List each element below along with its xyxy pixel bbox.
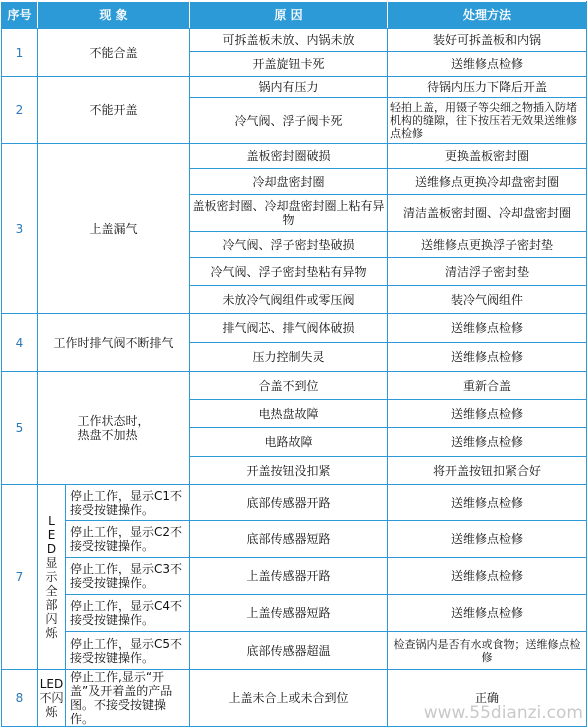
- solution-cell: 轻拍上盖，用镊子等尖细之物插入防堵机构的缝隙，往下按压若无效果送维修点检修: [388, 98, 587, 144]
- solution-cell: 送维修点检修: [388, 428, 587, 457]
- watermark: www.55dianzi.com: [423, 703, 583, 723]
- cause-cell: 上盖传感器短路: [190, 595, 388, 632]
- header-seq: 序号: [2, 2, 38, 29]
- symptom-cell: 上盖漏气: [38, 144, 190, 314]
- solution-cell: 送维修点检修: [388, 595, 587, 632]
- cause-cell: 盖板密封圈、冷却盘密封圈上粘有异物: [190, 195, 388, 232]
- table-row: [2, 372, 587, 400]
- solution-cell: 更换盖板密封圈: [388, 144, 587, 169]
- cause-cell: 盖板密封圈破损: [190, 144, 388, 169]
- cause-cell: 开盖按钮没扣紧: [190, 457, 388, 485]
- table-row: [2, 144, 587, 169]
- symptom-cell: 工作时排气阀不断排气: [38, 314, 190, 372]
- table-row: [2, 314, 587, 343]
- led-cell: [38, 670, 66, 727]
- solution-cell: 将开盖按钮扣紧合好: [388, 457, 587, 485]
- seq-cell: 5: [2, 372, 38, 485]
- table-row: [2, 632, 587, 670]
- table-row: [2, 558, 587, 595]
- seq-cell: 8: [2, 670, 38, 727]
- symptom-cell: 停止工作，显示C1不接受按键操作。: [66, 485, 190, 521]
- solution-cell: 送维修点检修: [388, 521, 587, 558]
- cause-cell: 压力控制失灵: [190, 343, 388, 372]
- solution-cell: 待锅内压力下降后开盖: [388, 77, 587, 98]
- solution-cell: 检查锅内是否有水或食物；送维修点检修: [388, 632, 587, 670]
- symptom-cell: 不能开盖: [38, 77, 190, 144]
- cause-cell: 未放冷气阀组件或零压阀: [190, 286, 388, 314]
- led-cell: [38, 485, 66, 670]
- solution-cell: 清洁浮子密封垫: [388, 258, 587, 286]
- solution-cell: 送维修点检修: [388, 314, 587, 343]
- symptom-text: 工作状态时，热盘不加热: [77, 414, 150, 442]
- table-row: [2, 595, 587, 632]
- solution-cell: 正确: [388, 670, 587, 727]
- table-row: [2, 29, 587, 52]
- cause-cell: 冷气阀、浮子密封垫破损: [190, 232, 388, 258]
- cause-cell: 上盖传感器开路: [190, 558, 388, 595]
- cause-cell: 冷气阀、浮子阀卡死: [190, 98, 388, 144]
- cause-cell: 底部传感器超温: [190, 632, 388, 670]
- seq-cell: 4: [2, 314, 38, 372]
- cause-cell: 开盖旋钮卡死: [190, 52, 388, 77]
- cause-cell: 电路故障: [190, 428, 388, 457]
- table-row: [2, 485, 587, 521]
- cause-cell: 底部传感器短路: [190, 521, 388, 558]
- table-row: [2, 521, 587, 558]
- cause-cell: 上盖未合上或未合到位: [190, 670, 388, 727]
- solution-cell: 重新合盖: [388, 372, 587, 400]
- led-text: LED不闪烁: [39, 677, 64, 719]
- led-text: LED显示全部闪烁: [45, 514, 58, 640]
- cause-cell: 合盖不到位: [190, 372, 388, 400]
- table-row: [2, 77, 587, 98]
- seq-cell: 1: [2, 29, 38, 77]
- cause-cell: 底部传感器开路: [190, 485, 388, 521]
- seq-cell: 2: [2, 77, 38, 144]
- solution-cell: 装冷气阀组件: [388, 286, 587, 314]
- solution-cell: 送维修点检修: [388, 343, 587, 372]
- seq-cell: 7: [2, 485, 38, 670]
- symptom-cell: [38, 372, 190, 485]
- header-cause: [190, 2, 388, 29]
- solution-cell: 送维修点更换浮子密封垫: [388, 232, 587, 258]
- cause-cell: 冷却盘密封圈: [190, 169, 388, 195]
- header-row: [2, 2, 587, 29]
- symptom-cell: 不能合盖: [38, 29, 190, 77]
- seq-cell: 3: [2, 144, 38, 314]
- cause-cell: 排气阀芯、排气阀体破损: [190, 314, 388, 343]
- cause-cell: 可拆盖板未放、内锅未放: [190, 29, 388, 52]
- symptom-cell: 停止工作，显示C5不接受按键操作。: [66, 632, 190, 670]
- header-symptom: [38, 2, 190, 29]
- header-solution: 处理方法: [388, 2, 587, 29]
- solution-cell: 送维修点检修: [388, 558, 587, 595]
- solution-cell: 送维修点检修: [388, 52, 587, 77]
- solution-cell: 送维修点更换冷却盘密封圈: [388, 169, 587, 195]
- header-symptom-text: 现 象: [99, 8, 128, 22]
- solution-cell: 送维修点检修: [388, 400, 587, 428]
- symptom-cell: 停止工作，显示C3不接受按键操作。: [66, 558, 190, 595]
- solution-cell: 装好可拆盖板和内锅: [388, 29, 587, 52]
- header-cause-text: 原 因: [274, 8, 303, 22]
- solution-cell: 清洁盖板密封圈、冷却盘密封圈: [388, 195, 587, 232]
- symptom-cell: 停止工作,显示“开盖”及开着盖的产品图。不接受按键操作。: [66, 670, 190, 727]
- troubleshooting-table: [1, 1, 587, 727]
- cause-cell: 冷气阀、浮子密封垫粘有异物: [190, 258, 388, 286]
- solution-cell: 送维修点检修: [388, 485, 587, 521]
- symptom-cell: 停止工作，显示C4不接受按键操作。: [66, 595, 190, 632]
- cause-cell: 锅内有压力: [190, 77, 388, 98]
- symptom-cell: 停止工作，显示C2不接受按键操作。: [66, 521, 190, 558]
- cause-cell: 电热盘故障: [190, 400, 388, 428]
